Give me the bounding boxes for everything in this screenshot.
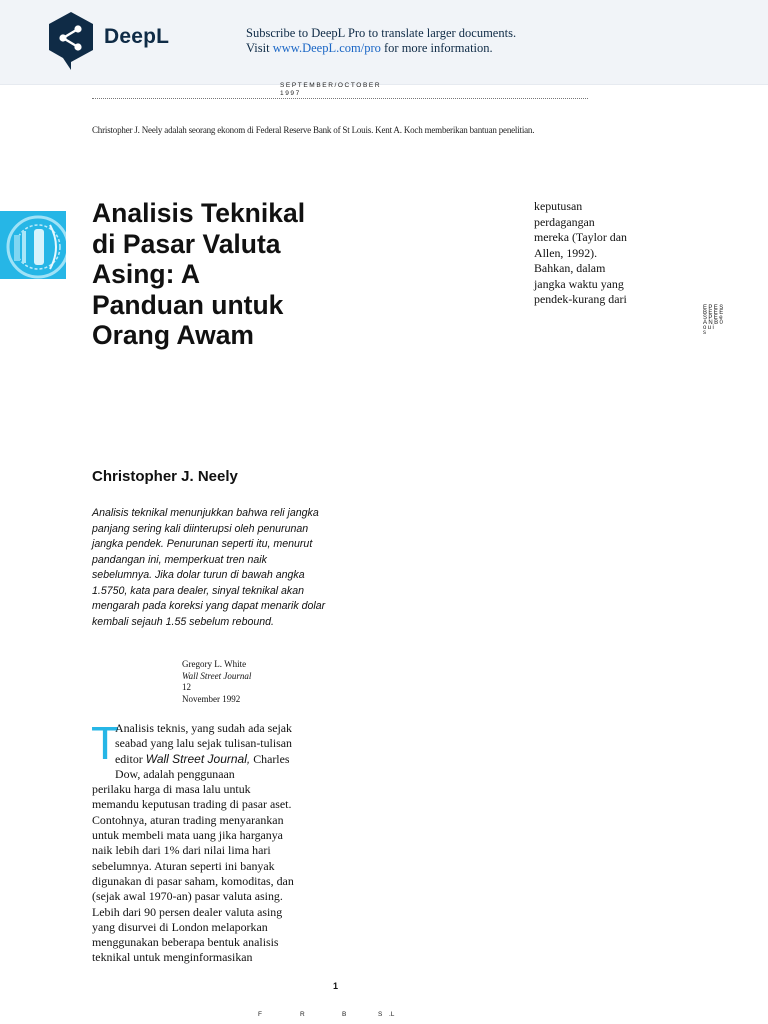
author-note: Christopher J. Neely adalah seorang ekonom di Federal Reserve Bank of St Louis. Kent A. Koch memberikan bantuan penelitian.	[92, 125, 535, 135]
footer-letter: S	[378, 1011, 383, 1018]
margin-glyph-line: BEEE	[703, 310, 725, 316]
margin-artifact-text	[703, 306, 743, 336]
citation-journal: Wall Street Journal	[182, 670, 252, 681]
banner-line-1: Subscribe to DeepL Pro to translate larger documents.	[246, 26, 517, 40]
body-line: keputusan	[534, 199, 583, 213]
body-line: naik lebih dari 1% dari nilai lima hari	[92, 843, 271, 858]
body-line	[92, 752, 332, 767]
body-line: (sejak awal 1970-an) pasar valuta asing.	[92, 889, 283, 904]
deepl-pro-link[interactable]: www.DeepL.com/pro	[272, 41, 381, 55]
body-line: Analisis teknis, yang sudah ada sejak	[115, 721, 293, 735]
body-line: Contohnya, aturan trading menyarankan	[92, 812, 284, 827]
margin-glyph-line: oui	[703, 325, 716, 331]
body-line: perilaku harga di masa lalu untuk	[92, 782, 251, 797]
body-line: teknikal untuk menginformasikan	[92, 950, 253, 965]
footer-letter: F	[258, 1011, 262, 1018]
margin-glyph-line: ANB0	[703, 320, 725, 326]
fed-seal-emblem-icon	[0, 211, 66, 279]
citation-issue-number: 12	[182, 682, 191, 692]
body-line-part: editor	[115, 751, 146, 766]
margin-glyph-line: SPEe	[703, 315, 724, 321]
banner-line-2	[246, 41, 516, 56]
banner-line-2-suffix: for more information.	[380, 41, 493, 55]
footer-letter: .L	[389, 1011, 395, 1018]
body-line: perdagangan	[534, 214, 595, 229]
footer-letter: R	[300, 1011, 305, 1018]
banner-line-2-prefix: Visit	[246, 41, 273, 55]
page-number: 1	[333, 981, 339, 991]
drop-cap: T	[91, 717, 120, 769]
body-line: pendek-kurang dari	[534, 292, 627, 306]
body-line: sebelumnya. Aturan seperti ini banyak	[92, 858, 275, 873]
margin-glyph-line: EPES	[703, 305, 725, 311]
body-line: mereka (Taylor dan	[534, 230, 627, 244]
banner-message	[246, 26, 516, 56]
body-line: Lebih dari 90 persen dealer valuta asing	[92, 904, 283, 919]
header-divider	[92, 98, 588, 99]
article-title: Analisis Teknikal di Pasar Valuta Asing: A Panduan untuk Orang Awam	[92, 198, 306, 350]
article-epigraph: Analisis teknikal menunjukkan bahwa reli jangka panjang sering kali diinterupsi oleh penurunan jangka pendek. Penurunan seperti itu, menurut pandangan ini, memperkuat tren naik sebelumnya. Jika dolar turun di bawah angka 1.5750, kata para dealer, sinyal teknikal akan mengarah pada koreksi yang dapat menarik dolar kembali sejauh 1.55 sebelum rebound.	[92, 507, 326, 628]
body-line: untuk membeli mata uang jika harganya	[92, 828, 283, 843]
body-line: Dow, adalah penggunaan	[115, 766, 235, 781]
body-line: seabad yang lalu sejak tulisan-tulisan	[115, 736, 292, 751]
body-line: Allen, 1992).	[534, 245, 598, 260]
epigraph-citation	[182, 659, 272, 705]
issue-year: 1997	[280, 90, 301, 97]
body-line: digunakan di pasar saham, komoditas, dan	[92, 873, 294, 888]
citation-date: November 1992	[182, 693, 241, 704]
article-byline: Christopher J. Neely	[92, 468, 238, 485]
citation-issue	[182, 682, 272, 694]
body-column-1	[91, 717, 332, 966]
body-line: jangka waktu yang	[534, 276, 624, 291]
issue-month: SEPTEMBER/OCTOBER	[280, 82, 382, 89]
body-line: yang disurvei di London melaporkan	[92, 919, 268, 934]
footer-letter: B	[342, 1011, 347, 1018]
body-line: menggunakan beberapa bentuk analisis	[92, 935, 279, 950]
deepl-promo-banner	[0, 0, 768, 85]
body-column-2	[534, 199, 674, 308]
issue-date	[280, 82, 400, 98]
citation-author: Gregory L. White	[182, 659, 247, 669]
body-line: memandu keputusan trading di pasar aset.	[92, 797, 292, 812]
deepl-brand-name[interactable]: DeepL	[104, 25, 170, 48]
deepl-logo-icon[interactable]	[45, 10, 97, 72]
margin-glyph-line: s	[703, 330, 708, 336]
body-journal-name: Wall Street Journal,	[145, 751, 251, 766]
body-line-part: Charles	[250, 751, 290, 766]
body-line: Bahkan, dalam	[534, 261, 606, 275]
